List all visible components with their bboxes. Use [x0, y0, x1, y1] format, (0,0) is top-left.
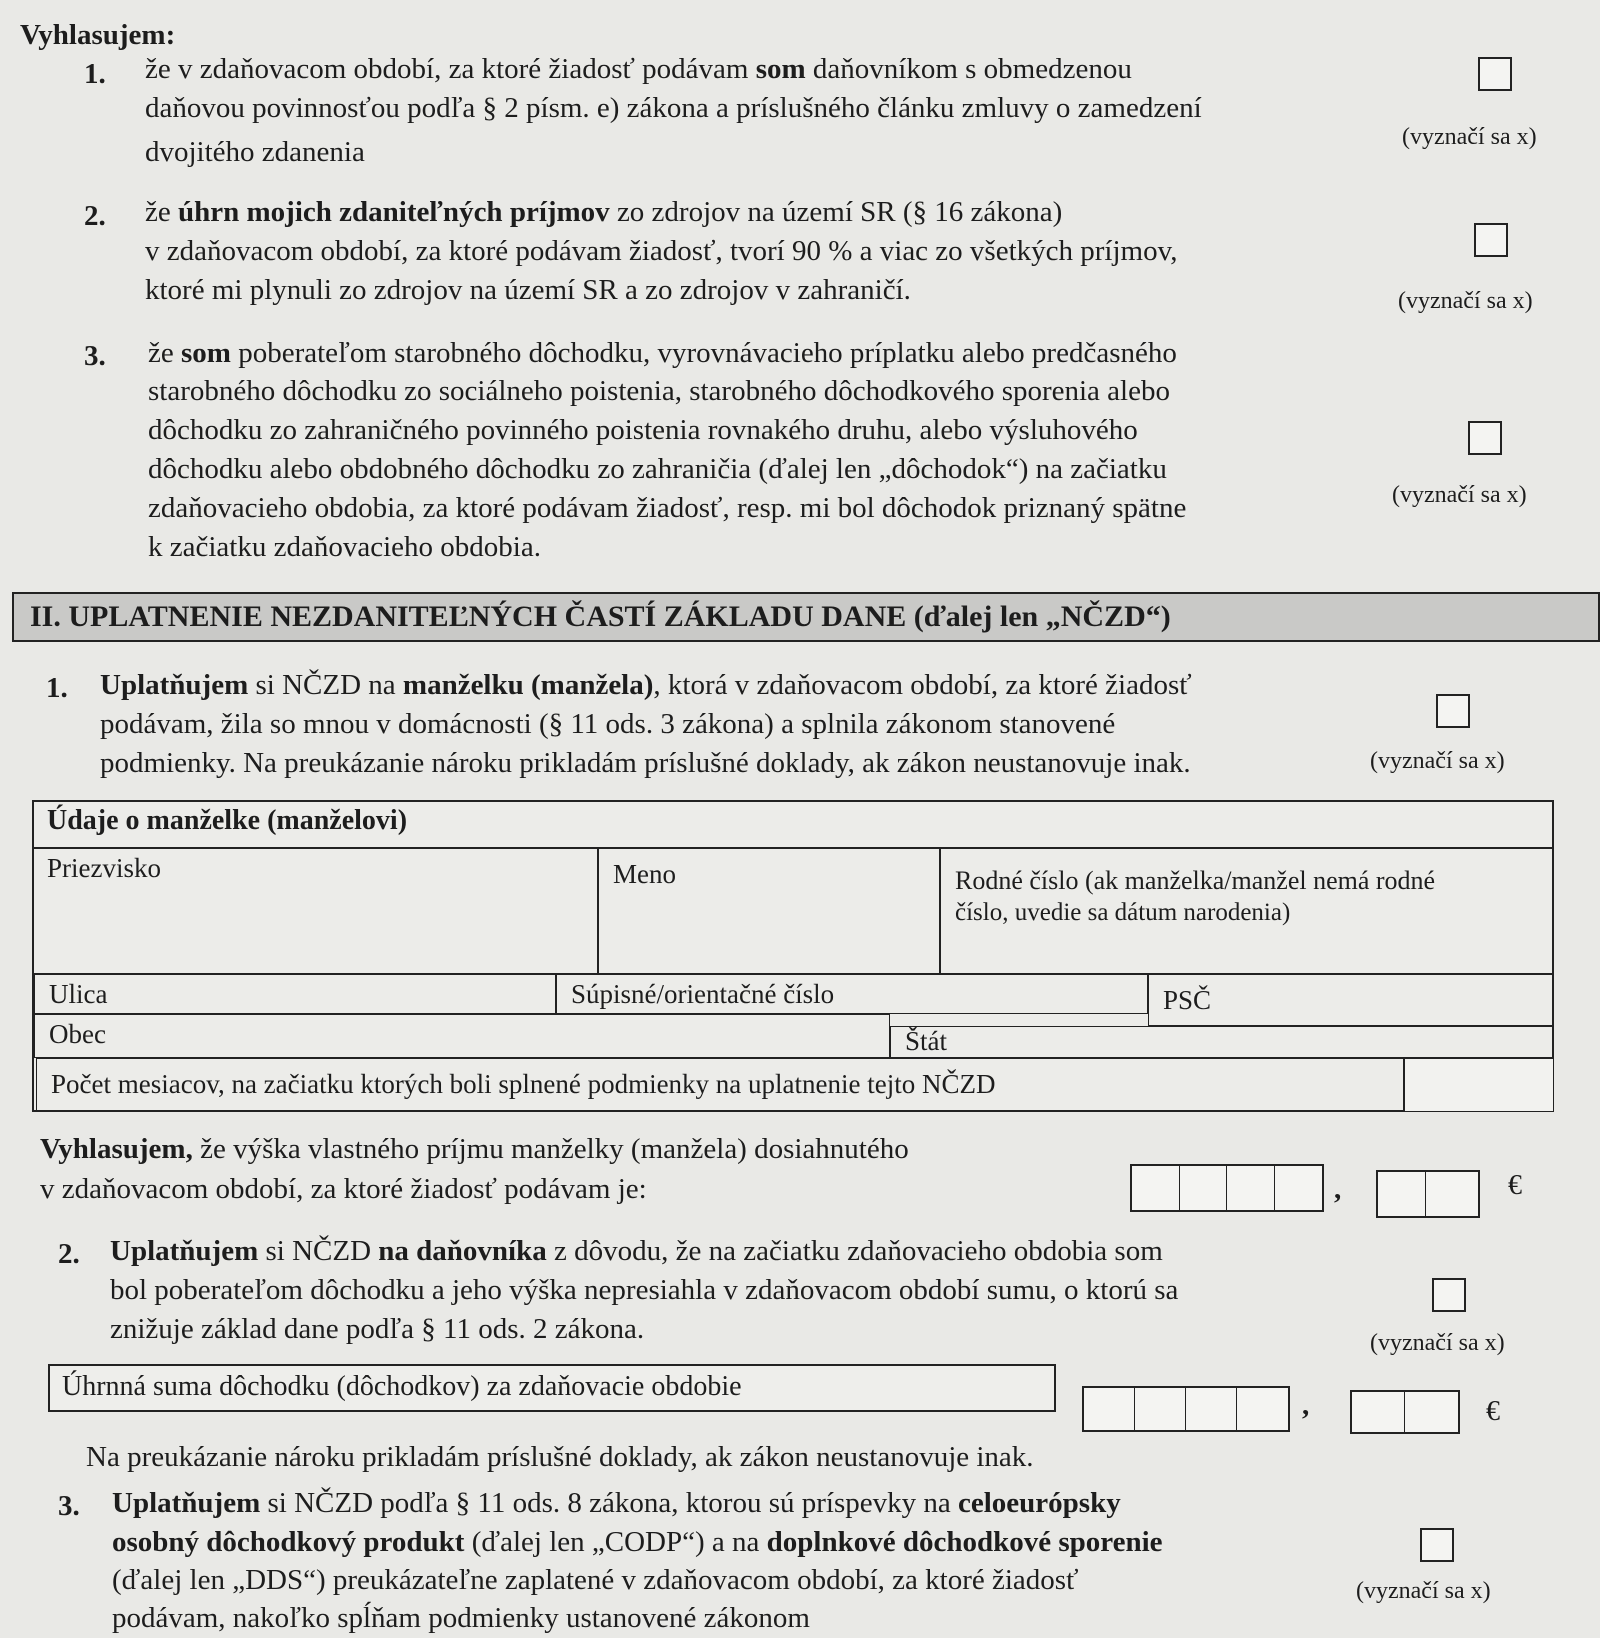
- section2-item-3-line-1: Uplatňujem si NČZD podľa § 11 ods. 8 zákona, ktorou sú príspevky na celoeurópsky: [112, 1487, 1121, 1519]
- zip-field[interactable]: PSČ: [1148, 974, 1554, 1026]
- section2-item-1-number: 1.: [46, 672, 68, 704]
- euro-symbol-2: €: [1486, 1396, 1500, 1427]
- section2-item-2-number: 2.: [58, 1238, 80, 1270]
- section2-item-3-line-2: osobný dôchodkový produkt (ďalej len „CODP“) a na doplnkové dôchodkové sporenie: [112, 1526, 1163, 1558]
- declaration-2-line-3: ktoré mi plynuli zo zdrojov na území SR a zo zdrojov v zahraničí.: [145, 274, 911, 306]
- name-field[interactable]: Meno: [598, 848, 940, 974]
- months-label: Počet mesiacov, na začiatku ktorých boli splnené podmienky na uplatnenie tejto NČZD: [36, 1058, 1404, 1112]
- section2-item-1-checkbox[interactable]: [1436, 694, 1470, 728]
- section2-item-1-line-2: podávam, žila so mnou v domácnosti (§ 11 ods. 3 zákona) a splnila zákonom stanovené: [100, 708, 1116, 740]
- declaration-2-mark-label: (vyznačí sa x): [1398, 288, 1533, 314]
- street-field[interactable]: Ulica: [34, 974, 556, 1014]
- declaration-3-line-6: k začiatku zdaňovacieho obdobia.: [148, 531, 541, 563]
- declaration-1-line-3: dvojitého zdanenia: [145, 136, 365, 168]
- birth-number-label-1: Rodné číslo (ak manželka/manžel nemá rodné: [955, 866, 1436, 895]
- pension-sum-euros-input[interactable]: [1082, 1386, 1290, 1432]
- section2-item-2-line-1: Uplatňujem si NČZD na daňovníka z dôvodu, že na začiatku zdaňovacieho obdobia som: [110, 1235, 1163, 1267]
- birth-number-field[interactable]: [940, 848, 1554, 974]
- declaration-2-line-1: že úhrn mojich zdaniteľných príjmov zo zdrojov na území SR (§ 16 zákona): [145, 196, 1063, 228]
- section2-item-1-line-1: Uplatňujem si NČZD na manželku (manžela), ktorá v zdaňovacom období, za ktoré žiadosť: [100, 669, 1192, 701]
- pension-sum-comma: ,: [1302, 1389, 1310, 1421]
- spouse-income-euros-input[interactable]: [1130, 1164, 1324, 1212]
- declaration-2-line-2: v zdaňovacom období, za ktoré podávam žiadosť, tvorí 90 % a viac zo všetkých príjmov,: [145, 235, 1178, 267]
- section2-item-1-line-3: podmienky. Na preukázanie nároku prikladám príslušné doklady, ak zákon neustanovuje inak.: [100, 747, 1191, 779]
- declaration-3-checkbox[interactable]: [1468, 421, 1502, 455]
- section2-item-3-checkbox[interactable]: [1420, 1528, 1454, 1562]
- pension-sum-cents-input[interactable]: [1350, 1390, 1460, 1434]
- spouse-income-comma: ,: [1334, 1173, 1342, 1205]
- section2-item-1-mark-label: (vyznačí sa x): [1370, 748, 1505, 774]
- section2-item-3-mark-label: (vyznačí sa x): [1356, 1578, 1491, 1604]
- income-declaration-line-2: v zdaňovacom období, za ktoré žiadosť podávam je:: [40, 1173, 647, 1205]
- section2-item-3-line-4: podávam, nakoľko spĺňam podmienky ustanovené zákonom: [112, 1602, 810, 1634]
- declaration-3-number: 3.: [84, 340, 106, 372]
- declaration-2-number: 2.: [84, 200, 106, 232]
- state-field[interactable]: Štát: [890, 1026, 1554, 1058]
- declaration-3-line-1: že som poberateľom starobného dôchodku, vyrovnávacieho príplatku alebo predčasného: [148, 337, 1177, 369]
- declaration-3-line-4: dôchodku alebo obdobného dôchodku zo zahraničia (ďalej len „dôchodok“) na začiatku: [148, 453, 1167, 485]
- section2-item-2-line-2: bol poberateľom dôchodku a jeho výška nepresiahla v zdaňovacom období sumu, o ktorú sa: [110, 1274, 1179, 1306]
- declaration-1-line-2: daňovou povinnosťou podľa § 2 písm. e) zákona a príslušného článku zmluvy o zamedzení: [145, 92, 1202, 124]
- declaration-3-line-5: zdaňovacieho obdobia, za ktoré podávam žiadosť, resp. mi bol dôchodok priznaný spätne: [148, 492, 1187, 524]
- pension-sum-label: Úhrnná suma dôchodku (dôchodkov) za zdaňovacie obdobie: [48, 1364, 1056, 1412]
- proof-note: Na preukázanie nároku prikladám príslušné doklady, ak zákon neustanovuje inak.: [86, 1441, 1034, 1473]
- declaration-1-checkbox[interactable]: [1478, 57, 1512, 91]
- euro-symbol-1: €: [1508, 1170, 1522, 1201]
- declaration-heading: Vyhlasujem:: [20, 19, 176, 51]
- declaration-1-line-1: že v zdaňovacom období, za ktoré žiadosť podávam som daňovníkom s obmedzenou: [145, 53, 1132, 85]
- section2-item-2-line-3: znižuje základ dane podľa § 11 ods. 2 zákona.: [110, 1313, 645, 1345]
- house-number-field[interactable]: Súpisné/orientačné číslo: [556, 974, 1148, 1014]
- birth-number-label-2: číslo, uvedie sa dátum narodenia): [955, 899, 1291, 926]
- declaration-3-mark-label: (vyznačí sa x): [1392, 482, 1527, 508]
- section-2-title: II. UPLATNENIE NEZDANITEĽNÝCH ČASTÍ ZÁKLADU DANE (ďalej len „NČZD“): [12, 592, 1600, 642]
- section2-item-2-mark-label: (vyznačí sa x): [1370, 1330, 1505, 1356]
- section2-item-3-number: 3.: [58, 1490, 80, 1522]
- declaration-1-number: 1.: [84, 58, 106, 90]
- section2-item-2-checkbox[interactable]: [1432, 1278, 1466, 1312]
- town-field[interactable]: Obec: [34, 1014, 890, 1058]
- income-declaration-line-1: Vyhlasujem, že výška vlastného príjmu manželky (manžela) dosiahnutého: [40, 1133, 909, 1165]
- declaration-1-mark-label: (vyznačí sa x): [1402, 124, 1537, 150]
- spouse-income-cents-input[interactable]: [1376, 1170, 1480, 1218]
- declaration-3-line-3: dôchodku zo zahraničného povinného poistenia rovnakého druhu, alebo výsluhového: [148, 414, 1138, 446]
- surname-field[interactable]: Priezvisko: [32, 848, 598, 974]
- declaration-3-line-2: starobného dôchodku zo sociálneho poistenia, starobného dôchodkového sporenia alebo: [148, 375, 1170, 407]
- section2-item-3-line-3: (ďalej len „DDS“) preukázateľne zaplatené v zdaňovacom období, za ktoré žiadosť: [112, 1564, 1079, 1596]
- spouse-table-title: Údaje o manželke (manželovi): [32, 800, 1554, 848]
- months-field[interactable]: [1404, 1058, 1554, 1112]
- declaration-2-checkbox[interactable]: [1474, 223, 1508, 257]
